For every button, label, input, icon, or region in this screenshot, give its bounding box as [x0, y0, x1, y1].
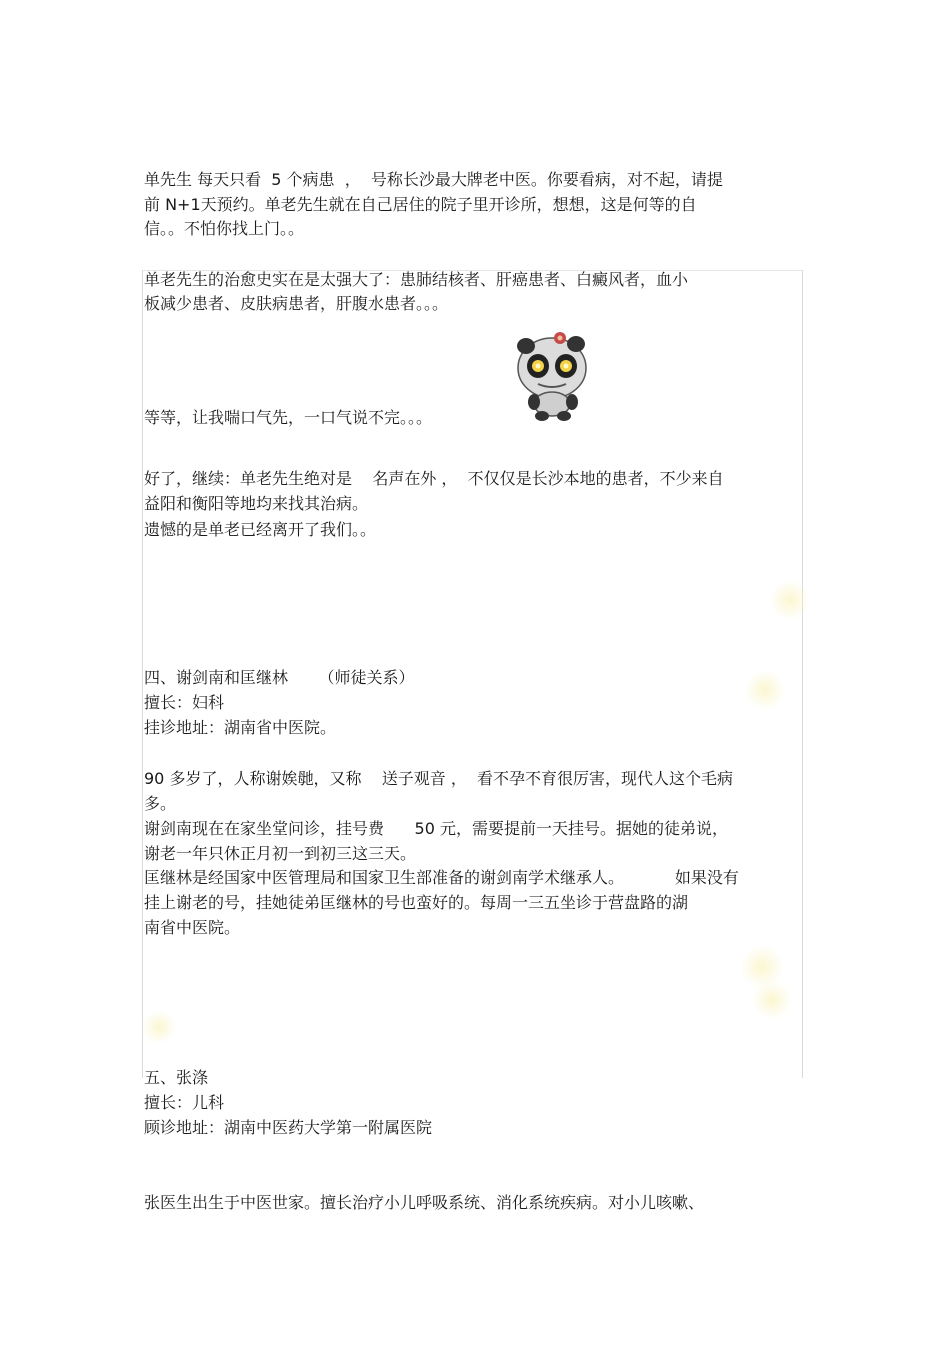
history-line: 板减少患者、皮肤病患者，肝腹水患者。。。: [144, 294, 449, 313]
section4-body-line: 挂上谢老的号，挂她徒弟匡继林的号也蛮好的。每周一三五坐诊于营盘路的湖: [144, 893, 689, 912]
history-line: 单老先生的治愈史实在是太强大了：患肺结核者、肝癌患者、白癜风者，血小: [144, 270, 689, 289]
intro-line: 前 N+1天预约。单老先生就在自己居住的院子里开诊所，想想，这是何等的自: [144, 195, 697, 214]
section4-address: 挂诊地址：湖南省中医院。: [144, 718, 337, 737]
intro-line: 单先生 每天只看 5 个病患 ， 号称长沙最大牌老中医。你要看病，对不起，请提: [144, 170, 723, 189]
section4-body-line: 谢老一年只休正月初一到初三这三天。: [144, 844, 417, 863]
background-glow: [770, 580, 810, 620]
section4-title: 四、谢剑南和匡继林 （师徒关系）: [144, 668, 415, 687]
pause-line: 等等，让我喘口气先，一口气说不完。。。: [144, 408, 433, 427]
continue-line: 遗憾的是单老已经离开了我们。。: [144, 520, 377, 539]
intro-line: 信。。不怕你找上门。。: [144, 219, 305, 238]
panda-emoticon-icon: [512, 330, 598, 422]
background-glow: [745, 670, 785, 710]
section5-title: 五、张涤: [144, 1068, 209, 1087]
section5-specialty: 擅长：儿科: [144, 1093, 225, 1112]
section4-specialty: 擅长：妇科: [144, 693, 225, 712]
section4-body-line: 90 多岁了，人称谢娭毑，又称 送子观音 ， 看不孕不育很厉害，现代人这个毛病: [144, 769, 734, 788]
section4-body-line: 谢剑南现在在家坐堂问诊，挂号费 50 元，需要提前一天挂号。据她的徒弟说，: [144, 819, 728, 838]
continue-line: 好了，继续：单老先生绝对是 名声在外 ， 不仅仅是长沙本地的患者，不少来自: [144, 469, 724, 488]
section5-body-line: 张医生出生于中医世家。擅长治疗小儿呼吸系统、消化系统疾病。对小儿咳嗽、: [144, 1193, 705, 1212]
background-glow: [752, 980, 792, 1020]
continue-line: 益阳和衡阳等地均来找其治病。: [144, 494, 369, 513]
section4-body-line: 匡继林是经国家中医管理局和国家卫生部准备的谢剑南学术继承人。 如果没有: [144, 868, 739, 887]
section4-body-line: 多。: [144, 794, 177, 813]
section5-address: 顾诊地址：湖南中医药大学第一附属医院: [144, 1118, 433, 1137]
background-glow: [142, 1010, 176, 1044]
section4-body-line: 南省中医院。: [144, 918, 241, 937]
